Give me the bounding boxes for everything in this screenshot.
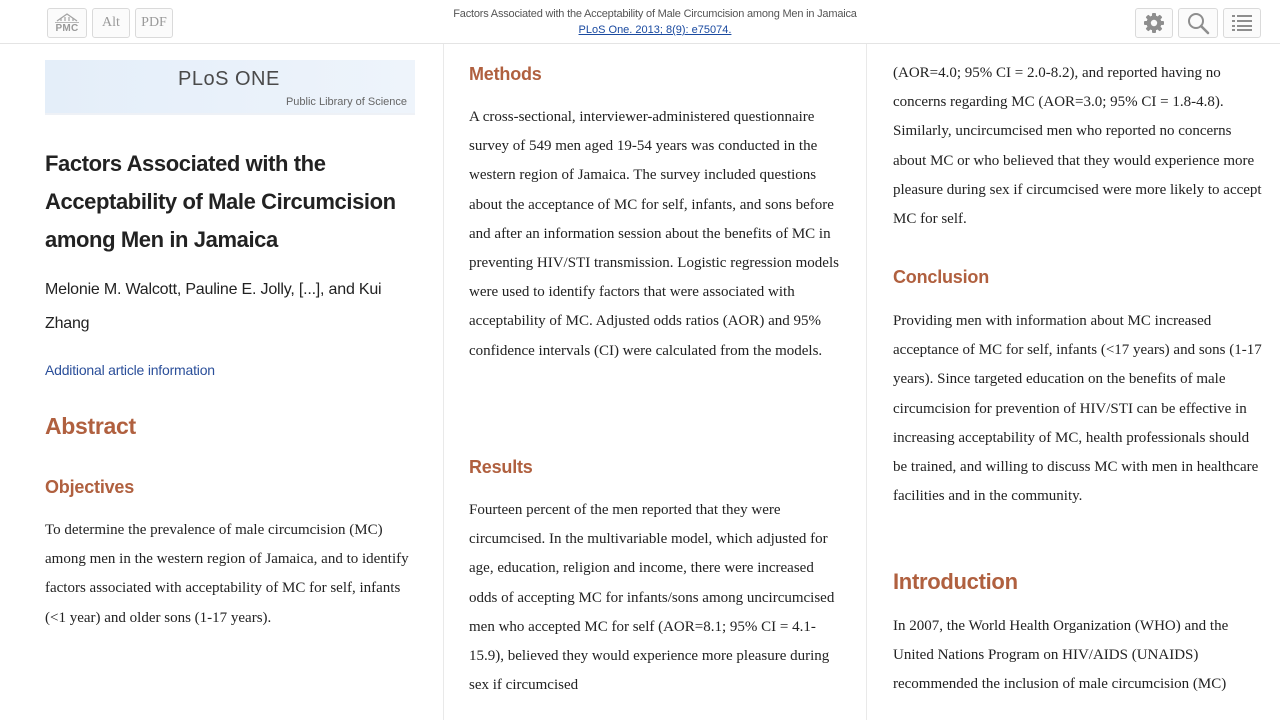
- search-button[interactable]: [1178, 8, 1218, 38]
- conclusion-heading: Conclusion: [893, 267, 989, 287]
- author-list[interactable]: Melonie M. Walcott, Pauline E. Jolly, [...], and Kui Zhang: [45, 281, 382, 332]
- menu-button[interactable]: [1223, 8, 1261, 38]
- search-icon: [1186, 11, 1210, 35]
- introduction-heading: Introduction: [893, 569, 1018, 594]
- journal-name: PLoS ONE: [178, 68, 280, 90]
- column-1: [45, 44, 420, 720]
- header-citation-link[interactable]: PLoS One. 2013; 8(9): e75074.: [578, 24, 732, 36]
- pmc-logo-icon: [54, 13, 80, 22]
- abstract-heading: Abstract: [45, 413, 136, 439]
- pmc-label: PMC: [55, 22, 79, 34]
- results-heading: Results: [469, 457, 533, 477]
- conclusion-text: Providing men with information about MC increased acceptance of MC for self, infants (<17 years) and sons (1-17 years). Since targeted education on the benefits of male circumcision for prevention of HIV/STI can be effective in increasing acceptability of MC, health professionals should be trained, and willing to discuss MC with men in healthcare facilities and in the community.: [893, 313, 1262, 505]
- journal-subtitle: Public Library of Science: [285, 96, 407, 108]
- article-header: [380, 6, 930, 38]
- column-3: [866, 44, 1280, 720]
- objectives-heading: Objectives: [45, 477, 135, 497]
- settings-button[interactable]: [1135, 8, 1173, 38]
- header-article-title: Factors Associated with the Acceptability of Male Circumcision among Men in Jamaica: [453, 8, 857, 20]
- pdf-button[interactable]: PDF: [135, 8, 173, 38]
- top-toolbar: [0, 0, 1280, 44]
- results-text: Fourteen percent of the men reported that they were circumcised. In the multivariable model, which adjusted for age, education, religion and income, there were increased odds of accepting MC for infants/sons among uncircumcised men who accepted MC for self (AOR=8.1; 95% CI = 4.1-15.9), believed they would experience more pleasure during sex if circumcised: [469, 502, 835, 694]
- additional-info-link[interactable]: Additional article information: [45, 362, 215, 378]
- journal-banner[interactable]: [45, 60, 415, 115]
- results-text-continued: (AOR=4.0; 95% CI = 2.0-8.2), and reported having no concerns regarding MC (AOR=3.0; 95% CI = 1.8-4.8). Similarly, uncircumcised men who reported no concerns about MC or who believed that they would experience more pleasure during sex if circumcised were more likely to accept MC for self.: [893, 65, 1262, 228]
- objectives-text: To determine the prevalence of male circumcision (MC) among men in the western region of Jamaica, and to identify factors associated with acceptability of MC for self, infants (<1 year) and older sons (1-17 years).: [45, 522, 409, 626]
- introduction-text: In 2007, the World Health Organization (WHO) and the United Nations Program on HIV/AIDS (UNAIDS) recommended the inclusion of male circumcision (MC): [893, 618, 1229, 693]
- alt-view-button[interactable]: Alt: [92, 8, 130, 38]
- column-2: [443, 44, 866, 720]
- menu-icon: [1232, 14, 1252, 32]
- settings-icon: [1143, 12, 1165, 34]
- methods-heading: Methods: [469, 64, 542, 84]
- methods-text: A cross-sectional, interviewer-administered questionnaire survey of 549 men aged 19-54 years was conducted in the western region of Jamaica. The survey included questions about the acceptance of MC for self, infants, and sons before and after an information session about the benefits of MC in preventing HIV/STI transmission. Logistic regression models were used to identify factors that were associated with acceptability of MC. Adjusted odds ratios (AOR) and 95% confidence intervals (CI) were calculated from the models.: [469, 109, 839, 359]
- article-title: Factors Associated with the Acceptability of Male Circumcision among Men in Jamaica: [45, 151, 396, 252]
- pmc-home-button[interactable]: [47, 8, 87, 38]
